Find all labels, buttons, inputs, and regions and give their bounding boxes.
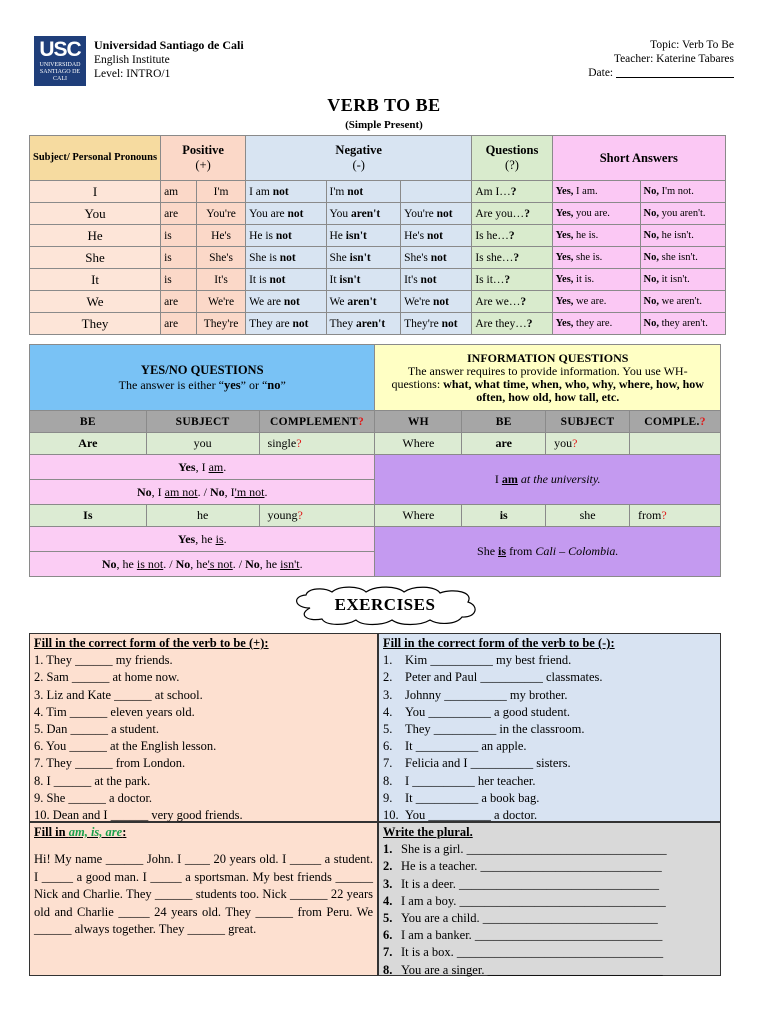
positive-full: are xyxy=(161,291,197,313)
exercise-item[interactable]: 4. You __________ a good student. xyxy=(383,704,571,719)
information-questions-box xyxy=(375,345,721,411)
exercise-positive-heading: Fill in the correct form of the verb to be (+): xyxy=(34,636,269,650)
exercise-positive xyxy=(29,633,378,822)
info-answer-1: I am at the university. xyxy=(375,455,721,505)
header-positive-sign: (+) xyxy=(195,158,211,172)
exercise-item[interactable]: 5. They __________ in the classroom. xyxy=(383,722,585,737)
q1-subject-2: you? xyxy=(546,433,630,455)
pronoun: She xyxy=(30,247,161,269)
header-subject: Subject/ Personal Pronouns xyxy=(30,136,161,181)
conjugation-row xyxy=(30,225,726,247)
page-subtitle: (Simple Present) xyxy=(345,119,423,131)
negative-contracted-2: It's not xyxy=(401,269,472,291)
level-label: Level: INTRO/1 xyxy=(94,68,171,80)
short-answer-no: No, we aren't. xyxy=(640,291,725,313)
short-answer-no: No, she isn't. xyxy=(640,247,725,269)
positive-full: am xyxy=(161,181,197,203)
exercise-item[interactable]: 2. He is a teacher. _____________________________ xyxy=(383,859,662,874)
exercise-item[interactable]: 9. She ______ a doctor. xyxy=(34,790,153,805)
short-answer-no: No, it isn't. xyxy=(640,269,725,291)
question-form: Are you…? xyxy=(472,203,552,225)
question-row-2 xyxy=(30,505,721,527)
positive-contracted: He's xyxy=(197,225,246,247)
negative-full: You are not xyxy=(246,203,326,225)
header-questions-sign: (?) xyxy=(505,158,519,172)
exercise-item[interactable]: 1. Kim __________ my best friend. xyxy=(383,653,572,668)
logo-text: USC xyxy=(39,38,81,61)
exercise-item[interactable]: 8. You are a singer. ____________________________ xyxy=(383,962,663,977)
exercise-item[interactable]: 6. I am a banker. ______________________________ xyxy=(383,928,663,943)
q1-wh: Where xyxy=(375,433,462,455)
short-answer-no: No, he isn't. xyxy=(640,225,725,247)
exercise-item[interactable]: 6. It __________ an apple. xyxy=(383,739,527,754)
logo-subtext: UNIVERSIDAD SANTIAGO DE CALI xyxy=(39,62,81,82)
negative-contracted-2: You're not xyxy=(401,203,472,225)
short-answer-yes: Yes, she is. xyxy=(552,247,640,269)
q1-subject: you xyxy=(146,433,259,455)
col-be: BE xyxy=(30,411,147,433)
col-wh: WH xyxy=(375,411,462,433)
exercise-negative-heading: Fill in the correct form of the verb to be (-): xyxy=(383,636,615,650)
positive-contracted: It's xyxy=(197,269,246,291)
yes-no-title: YES/NO QUESTIONS xyxy=(140,362,264,377)
header-questions-label: Questions xyxy=(485,143,539,157)
question-form: Are we…? xyxy=(472,291,552,313)
positive-full: are xyxy=(161,203,197,225)
yes-no-questions-box xyxy=(30,345,375,411)
date-blank[interactable] xyxy=(616,67,734,78)
negative-contracted-1: It isn't xyxy=(326,269,401,291)
date-label: Date: xyxy=(588,67,614,79)
exercise-item[interactable]: 2. Peter and Paul __________ classmates. xyxy=(383,670,603,685)
exercise-item[interactable]: 4. Tim ______ eleven years old. xyxy=(34,704,195,719)
pronoun: You xyxy=(30,203,161,225)
page-title: VERB TO BE xyxy=(327,95,441,115)
short-answer-no: No, they aren't. xyxy=(640,313,725,335)
info-description-1: The answer requires to provide information. You use WH- xyxy=(407,363,688,378)
pronoun: I xyxy=(30,181,161,203)
negative-full: We are not xyxy=(246,291,326,313)
negative-full: I am not xyxy=(246,181,326,203)
negative-full: He is not xyxy=(246,225,326,247)
negative-contracted-2 xyxy=(401,181,472,203)
short-answer-no: No, I'm not. xyxy=(640,181,725,203)
negative-contracted-2: He's not xyxy=(401,225,472,247)
exercise-item[interactable]: 6. You ______ at the English lesson. xyxy=(34,739,217,754)
short-answer-yes: Yes, he is. xyxy=(552,225,640,247)
teacher-label: Teacher: Katerine Tabares xyxy=(613,53,734,65)
negative-contracted-1: We aren't xyxy=(326,291,401,313)
exercise-am-is-are xyxy=(29,822,378,976)
q2-complement: young? xyxy=(259,505,375,527)
conjugation-row xyxy=(30,269,726,291)
q2-subject: he xyxy=(146,505,259,527)
short-answer-yes: Yes, they are. xyxy=(552,313,640,335)
answer-2-no: No, he is not. / No, he's not. / No, he isn't. xyxy=(30,552,375,577)
positive-contracted: You're xyxy=(197,203,246,225)
answer-1-no: No, I am not. / No, I'm not. xyxy=(30,480,375,505)
exercise-item[interactable]: 5. You are a child. ____________________________ xyxy=(383,911,658,926)
negative-contracted-1: I'm not xyxy=(326,181,401,203)
conjugation-row xyxy=(30,291,726,313)
header-positive-label: Positive xyxy=(182,143,224,157)
exercise-item[interactable]: 5. Dan ______ a student. xyxy=(34,722,159,737)
exercise-item[interactable]: 10. You __________ a doctor. xyxy=(383,808,538,823)
exercise-item[interactable]: 4. I am a boy. _________________________________ xyxy=(383,893,666,908)
col-comple: COMPLE.? xyxy=(630,411,721,433)
positive-contracted: I'm xyxy=(197,181,246,203)
university-logo xyxy=(34,36,86,86)
pronoun: He xyxy=(30,225,161,247)
question-row-1 xyxy=(30,433,721,455)
header-positive xyxy=(161,136,246,181)
negative-full: She is not xyxy=(246,247,326,269)
questions-column-headers xyxy=(30,411,721,433)
positive-full: are xyxy=(161,313,197,335)
exercise-item[interactable]: 9. It __________ a book bag. xyxy=(383,790,540,805)
exercise-item[interactable]: 10. Dean and I ______ very good friends. xyxy=(34,808,243,823)
short-answer-yes: Yes, it is. xyxy=(552,269,640,291)
exercise-item[interactable]: 3. Johnny __________ my brother. xyxy=(383,687,568,702)
exercise-item[interactable]: 7. Felicia and I __________ sisters. xyxy=(383,756,571,771)
pronoun: We xyxy=(30,291,161,313)
exercise-plural-heading: Write the plural. xyxy=(383,825,473,839)
q1-complement: single? xyxy=(259,433,375,455)
document-header xyxy=(34,36,734,84)
exercises-title: EXERCISES xyxy=(334,595,436,614)
q2-wh: Where xyxy=(375,505,462,527)
pronoun: They xyxy=(30,313,161,335)
exercise-item[interactable]: 3. It is a deer. ________________________________ xyxy=(383,876,659,891)
info-title: INFORMATION QUESTIONS xyxy=(467,350,629,365)
exercise-am-is-are-heading: Fill in am, is, are: xyxy=(34,825,127,839)
header-negative-sign: (-) xyxy=(352,158,365,172)
exercise-plural xyxy=(378,822,721,976)
class-info xyxy=(588,38,734,80)
short-answer-no: No, you aren't. xyxy=(640,203,725,225)
negative-full: They are not xyxy=(246,313,326,335)
q2-comple: from? xyxy=(630,505,721,527)
short-answer-yes: Yes, I am. xyxy=(552,181,640,203)
positive-full: is xyxy=(161,269,197,291)
conjugation-table xyxy=(29,135,726,335)
topic-label: Topic: Verb To Be xyxy=(650,39,734,51)
negative-contracted-1: He isn't xyxy=(326,225,401,247)
answer-1-yes: Yes, I am. xyxy=(30,455,375,480)
col-be-2: BE xyxy=(462,411,546,433)
short-answer-yes: Yes, we are. xyxy=(552,291,640,313)
negative-contracted-1: They aren't xyxy=(326,313,401,335)
col-subject-2: SUBJECT xyxy=(546,411,630,433)
col-subject: SUBJECT xyxy=(146,411,259,433)
negative-contracted-1: She isn't xyxy=(326,247,401,269)
questions-table xyxy=(29,344,721,577)
negative-contracted-2: She's not xyxy=(401,247,472,269)
institute-name: English Institute xyxy=(94,54,170,66)
header-short-answers: Short Answers xyxy=(552,136,725,181)
q2-be-2: is xyxy=(462,505,546,527)
q1-be-2: are xyxy=(462,433,546,455)
question-form: Is it…? xyxy=(472,269,552,291)
conjugation-row xyxy=(30,203,726,225)
answer-2-yes: Yes, he is. xyxy=(30,527,375,552)
exercise-item[interactable]: 8. I __________ her teacher. xyxy=(383,773,536,788)
negative-contracted-2: We're not xyxy=(401,291,472,313)
q2-be: Is xyxy=(30,505,147,527)
question-form: Am I…? xyxy=(472,181,552,203)
short-answer-yes: Yes, you are. xyxy=(552,203,640,225)
question-form: Is she…? xyxy=(472,247,552,269)
conjugation-header-row xyxy=(30,136,726,181)
exercise-item[interactable]: 7. It is a box. _________________________________ xyxy=(383,945,664,960)
exercise-item[interactable]: 1. She is a girl. ________________________________ xyxy=(383,842,667,857)
header-negative-label: Negative xyxy=(335,143,382,157)
question-form: Are they…? xyxy=(472,313,552,335)
exercise-am-is-are-paragraph[interactable]: Hi! My name ______ John. I ____ 20 years old. I _____ a student. I _____ a good man. I _____ a sportsman. My best friends ______ Nick and Charlie. They ______ students too. Nick ______ 22 years old and Charlie _____ 24 years old. They ______ from Peru. We ______ always together. They ______ great. xyxy=(34,852,373,937)
pronoun: It xyxy=(30,269,161,291)
negative-full: It is not xyxy=(246,269,326,291)
positive-contracted: They're xyxy=(197,313,246,335)
exercise-item[interactable]: 3. Liz and Kate ______ at school. xyxy=(34,687,203,702)
institution-info xyxy=(94,38,244,81)
university-name: Universidad Santiago de Cali xyxy=(94,38,244,52)
exercise-negative xyxy=(378,633,721,822)
positive-contracted: We're xyxy=(197,291,246,313)
q1-be: Are xyxy=(30,433,147,455)
exercise-item[interactable]: 1. They ______ my friends. xyxy=(34,653,173,668)
exercise-item[interactable]: 8. I ______ at the park. xyxy=(34,773,151,788)
positive-contracted: She's xyxy=(197,247,246,269)
col-complement: COMPLEMENT? xyxy=(259,411,375,433)
header-questions xyxy=(472,136,552,181)
info-answer-2: She is from Cali – Colombia. xyxy=(375,527,721,577)
info-description-2: questions: what, what time, when, who, why, where, how, how often, how old, how tall, etc. xyxy=(391,376,704,404)
q2-subject-2: she xyxy=(546,505,630,527)
conjugation-row xyxy=(30,313,726,335)
negative-contracted-1: You aren't xyxy=(326,203,401,225)
conjugation-row xyxy=(30,247,726,269)
exercise-item[interactable]: 7. They ______ from London. xyxy=(34,756,186,771)
q1-comple-empty xyxy=(630,433,721,455)
yes-no-description: The answer is either “yes” or “no” xyxy=(118,377,286,392)
exercise-item[interactable]: 2. Sam ______ at home now. xyxy=(34,670,180,685)
question-form: Is he…? xyxy=(472,225,552,247)
header-negative xyxy=(246,136,472,181)
negative-contracted-2: They're not xyxy=(401,313,472,335)
positive-full: is xyxy=(161,225,197,247)
conjugation-row xyxy=(30,181,726,203)
positive-full: is xyxy=(161,247,197,269)
